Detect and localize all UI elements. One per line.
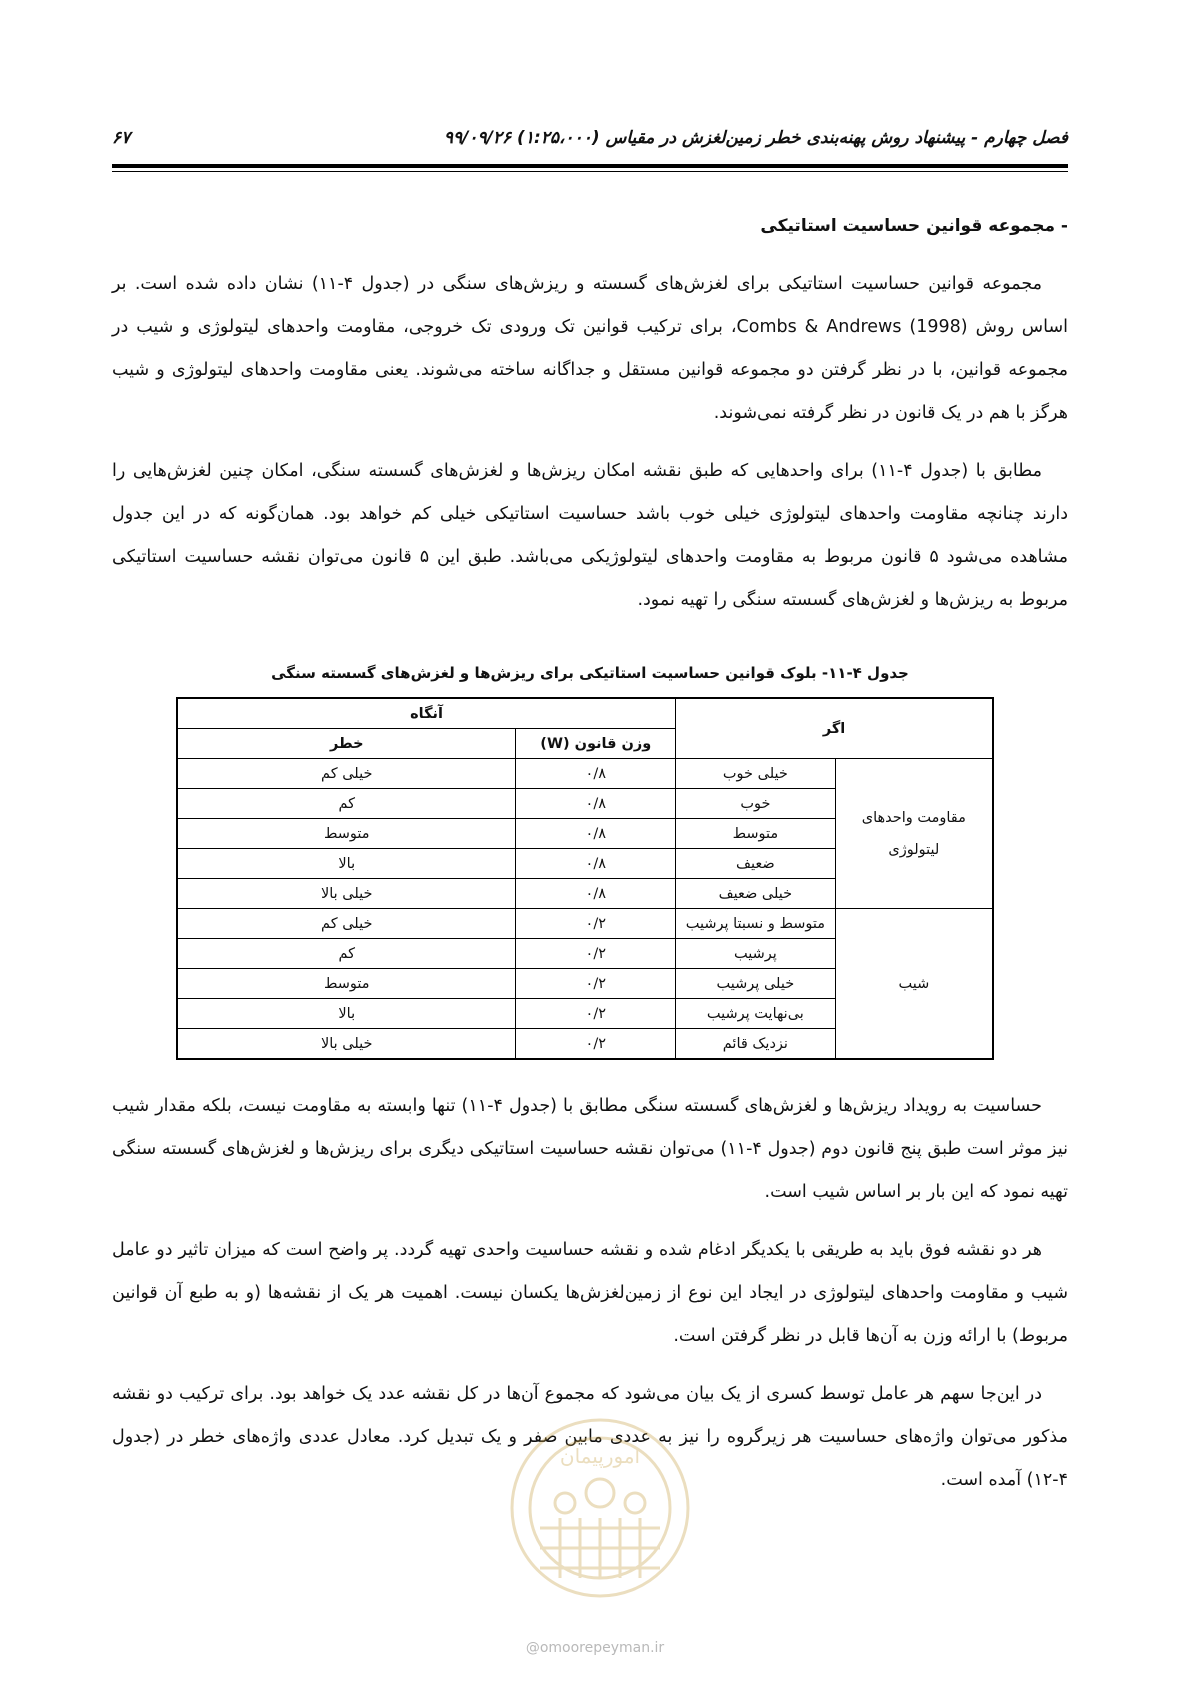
class-cell: پرشیب	[676, 939, 836, 969]
factor-cell	[835, 759, 993, 909]
class-cell: متوسط	[676, 819, 836, 849]
watermark-stamp-icon	[500, 1408, 700, 1618]
paragraph-2: مطابق با (جدول ۴-۱۱) برای واحدهایی که طبق نقشه امکان ریزش‌ها و لغزش‌های گسسته سنگی، امکان چنین لغزش‌هایی را دارند چنانچه مقاومت واحدهای لیتولوژی خیلی خوب باشد حساسیت استاتیکی خیلی کم خواهد بود. همان‌گونه که در این جدول مشاهده می‌شود ۵ قانون مربوط به مقاومت واحدهای لیتولوژیکی می‌باشد. طبق این ۵ قانون می‌توان نقشه حساسیت استاتیکی مربوط به ریزش‌ها و لغزش‌های گسسته سنگی را تهیه نمود.	[112, 461, 1068, 610]
table-row	[177, 759, 993, 789]
class-cell: متوسط و نسبتا پرشیب	[676, 909, 836, 939]
weight-cell: ۰/۲	[516, 909, 676, 939]
header-weight: وزن قانون (W)	[516, 729, 676, 759]
header-then: آنگاه	[177, 698, 676, 729]
weight-cell: ۰/۸	[516, 759, 676, 789]
paragraph-3: حساسیت به رویداد ریزش‌ها و لغزش‌های گسسته سنگی مطابق با (جدول ۴-۱۱) تنها وابسته به مقاومت نیست، بلکه مقدار شیب نیز موثر است طبق پنج قانون دوم (جدول ۴-۱۱) می‌توان نقشه حساسیت استاتیکی دیگری برای ریزش‌ها و لغزش‌های گسسته سنگی تهیه نمود که این بار بر اساس شیب است.	[112, 1096, 1068, 1202]
class-cell: خیلی خوب	[676, 759, 836, 789]
paragraph-5: در این‌جا سهم هر عامل توسط کسری از یک بیان می‌شود که مجموع آن‌ها در کل نقشه عدد یک خواهد بود. برای ترکیب دو نقشه مذکور می‌توان واژه‌های حساسیت هر زیرگروه را نیز به عددی مابین صفر و یک تبدیل کرد. معادل عددی واژه‌های خطر در (جدول ۴-۱۲) آمده است.	[112, 1384, 1068, 1490]
factor-label: مقاومت واحدهای لیتولوژی	[861, 809, 966, 858]
weight-cell: ۰/۸	[516, 789, 676, 819]
class-cell: خیلی پرشیب	[676, 969, 836, 999]
class-cell: ضعیف	[676, 849, 836, 879]
header-rule-thick	[112, 164, 1068, 168]
page-number: ۶۷	[112, 128, 131, 148]
weight-cell: ۰/۸	[516, 819, 676, 849]
rules-table	[176, 697, 994, 1060]
risk-cell: خیلی کم	[177, 759, 516, 789]
weight-cell: ۰/۲	[516, 1029, 676, 1060]
class-cell: خیلی ضعیف	[676, 879, 836, 909]
risk-cell: کم	[177, 939, 516, 969]
factor-cell: شیب	[835, 909, 993, 1060]
header-rule-thin	[112, 171, 1068, 172]
class-cell: بی‌نهایت پرشیب	[676, 999, 836, 1029]
risk-cell: متوسط	[177, 819, 516, 849]
paragraph-1: مجموعه قوانین حساسیت استاتیکی برای لغزش‌های گسسته و ریزش‌های سنگی در (جدول ۴-۱۱) نشان داده شده است. بر اساس روش Combs & Andrews (1998)، برای ترکیب قوانین تک ورودی تک خروجی، مقاومت واحدهای لیتولوژی و شیب در مجموعه قوانین، با در نظر گرفتن دو مجموعه قوانین مستقل و جداگانه ساخته می‌شوند. یعنی مقاومت واحدهای لیتولوژی و شیب هرگز با هم در یک قانون در نظر گرفته نمی‌شوند.	[112, 274, 1069, 423]
risk-cell: بالا	[177, 999, 516, 1029]
risk-cell: بالا	[177, 849, 516, 879]
header-risk: خطر	[177, 729, 516, 759]
weight-cell: ۰/۲	[516, 969, 676, 999]
weight-cell: ۰/۸	[516, 879, 676, 909]
risk-cell: کم	[177, 789, 516, 819]
stamp-text: امورپیمان	[559, 1444, 641, 1468]
weight-cell: ۰/۲	[516, 999, 676, 1029]
chapter-title: فصل چهارم - پیشنهاد روش پهنه‌بندی خطر زمین‌لغزش در مقیاس (۱:۲۵،۰۰۰) ۹۹/۰۹/۲۶	[443, 128, 1068, 148]
risk-cell: خیلی بالا	[177, 879, 516, 909]
risk-cell: خیلی کم	[177, 909, 516, 939]
weight-cell: ۰/۲	[516, 939, 676, 969]
table-row	[177, 909, 993, 939]
table-caption: جدول ۴-۱۱- بلوک قوانین حساسیت استاتیکی برای ریزش‌ها و لغزش‌های گسسته سنگی	[271, 664, 909, 682]
risk-cell: خیلی بالا	[177, 1029, 516, 1060]
risk-cell: متوسط	[177, 969, 516, 999]
class-cell: نزدیک قائم	[676, 1029, 836, 1060]
paragraph-4: هر دو نقشه فوق باید به طریقی با یکدیگر ادغام شده و نقشه حساسیت واحدی تهیه گردد. پر واضح است که میزان تاثیر دو عامل شیب و مقاومت واحدهای لیتولوژی در ایجاد این نوع از زمین‌لغزش‌ها یکسان نیست. اهمیت هر یک از نقشه‌ها (و به طبع آن قوانین مربوط) با ارائه وزن به آن‌ها قابل در نظر گرفتن است.	[112, 1240, 1068, 1346]
table-header-row	[177, 698, 993, 729]
class-cell: خوب	[676, 789, 836, 819]
weight-cell: ۰/۸	[516, 849, 676, 879]
section-title: - مجموعه قوانین حساسیت استاتیکی	[760, 216, 1068, 236]
header-if: اگر	[676, 698, 993, 759]
watermark-site: @omoorepeyman.ir	[525, 1640, 665, 1656]
page-header	[112, 128, 1068, 156]
